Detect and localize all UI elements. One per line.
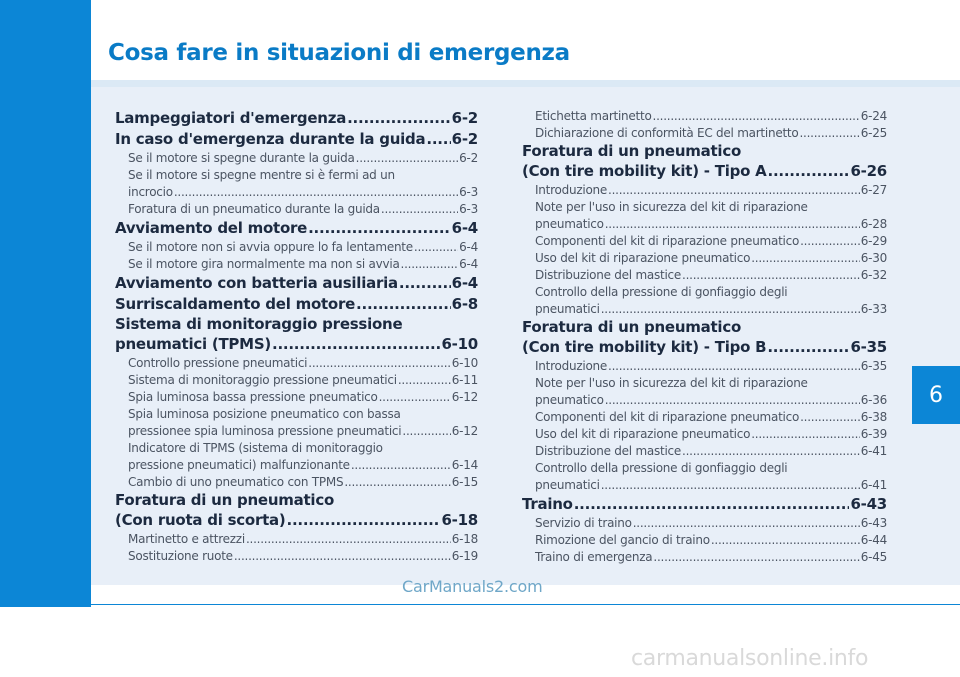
toc-subentry[interactable] (522, 216, 887, 233)
toc-entry-line[interactable]: Foratura di un pneumatico (522, 142, 742, 160)
toc-subentry[interactable] (522, 267, 887, 284)
toc-leader (308, 218, 451, 239)
toc-leader (682, 267, 860, 284)
toc-entry-label: Foratura di un pneumatico durante la guida (128, 202, 380, 216)
toc-page: 6-30 (860, 251, 887, 265)
toc-subentry[interactable] (522, 515, 887, 532)
toc-page: 6-35 (860, 359, 887, 373)
toc-subentry[interactable] (522, 409, 887, 426)
toc-subentry-line[interactable]: Controllo della pressione di gonfiaggio degli (535, 285, 788, 299)
toc-subentry[interactable] (522, 392, 887, 409)
toc-leader (426, 129, 450, 150)
toc-page: 6-36 (860, 393, 887, 407)
toc-page: 6-43 (860, 516, 887, 530)
toc-page: 6-12 (451, 424, 478, 438)
toc-subentry[interactable] (115, 150, 478, 167)
toc-page: 6-41 (860, 444, 887, 458)
toc-subentry[interactable] (115, 256, 478, 273)
toc-entry-label: Surriscaldamento del motore (115, 295, 356, 313)
toc-subentry[interactable] (115, 355, 478, 372)
toc-leader (356, 294, 451, 315)
toc-entry-label: Dichiarazione di conformità EC del martinetto (535, 126, 799, 140)
toc-subentry[interactable] (115, 201, 478, 218)
toc-entry-label: Lampeggiatori d'emergenza (115, 109, 347, 127)
toc-page: 6-2 (459, 151, 478, 165)
toc-page: 6-3 (459, 185, 478, 199)
toc-leader (633, 515, 860, 532)
toc-entry-label: Rimozione del gancio di traino (535, 533, 710, 547)
toc-subentry[interactable] (115, 457, 478, 474)
toc-page: 6-2 (451, 130, 478, 148)
toc-entry[interactable] (522, 161, 887, 182)
toc-leader (401, 256, 459, 273)
toc-entry-label: Se il motore gira normalmente ma non si avvia (128, 257, 400, 271)
toc-subentry[interactable] (522, 532, 887, 549)
toc-leader (287, 510, 441, 531)
toc-subentry-line[interactable]: Se il motore si spegne mentre si è fermi ad un (128, 168, 395, 182)
toc-page: 6-4 (451, 274, 478, 292)
toc-leader (414, 239, 458, 256)
toc-page: 6-18 (451, 532, 478, 546)
toc-entry-label: Uso del kit di riparazione pneumatico (535, 251, 751, 265)
toc-page: 6-10 (451, 356, 478, 370)
toc-entry-label: Sostituzione ruote (128, 549, 233, 563)
toc-subentry[interactable] (522, 250, 887, 267)
watermark-logo: CarManuals2.com (402, 577, 543, 596)
toc-entry[interactable] (115, 108, 478, 129)
toc-subentry[interactable] (522, 426, 887, 443)
toc-subentry[interactable] (522, 108, 887, 125)
toc-subentry[interactable] (522, 549, 887, 566)
toc-page: 6-4 (459, 240, 478, 254)
footer-rule (91, 604, 960, 605)
toc-entry[interactable] (115, 218, 478, 239)
toc-leader (402, 423, 450, 440)
toc-leader (768, 161, 850, 182)
toc-leader (347, 108, 451, 129)
toc-subentry-line[interactable]: Controllo della pressione di gonfiaggio degli (535, 461, 788, 475)
toc-leader (800, 409, 860, 426)
header-rule (91, 80, 960, 87)
toc-leader (174, 184, 458, 201)
toc-page: 6-14 (451, 458, 478, 472)
toc-subentry[interactable] (115, 423, 478, 440)
toc-page: 6-41 (860, 478, 887, 492)
toc-entry-label: pneumatico (535, 217, 604, 231)
toc-entry-label: pressionee spia luminosa pressione pneumatici (128, 424, 402, 438)
toc-page: 6-39 (860, 427, 887, 441)
toc-leader (711, 532, 860, 549)
toc-leader (601, 477, 860, 494)
toc-page: 6-24 (860, 109, 887, 123)
toc-leader (608, 182, 860, 199)
toc-entry[interactable] (115, 510, 478, 531)
toc-leader (682, 443, 860, 460)
toc-entry[interactable] (115, 334, 478, 355)
toc-leader (272, 334, 440, 355)
toc-page: 6-4 (459, 257, 478, 271)
toc-entry-label: Etichetta martinetto (535, 109, 652, 123)
toc-subentry[interactable] (522, 301, 887, 318)
toc-page: 6-25 (860, 126, 887, 140)
toc-entry-label: Cambio di uno pneumatico con TPMS (128, 475, 344, 489)
toc-entry-label: pneumatico (535, 393, 604, 407)
toc-page: 6-3 (459, 202, 478, 216)
toc-entry-label: Uso del kit di riparazione pneumatico (535, 427, 751, 441)
toc-entry-label: Controllo pressione pneumatici (128, 356, 308, 370)
toc-entry-label: Distribuzione del mastice (535, 444, 682, 458)
toc-entry-label: pressione pneumatici) malfunzionante (128, 458, 350, 472)
toc-entry-label: Componenti del kit di riparazione pneumatico (535, 410, 800, 424)
toc-page: 6-19 (451, 549, 478, 563)
toc-leader (653, 108, 860, 125)
toc-entry-label: (Con tire mobility kit) - Tipo B (522, 338, 767, 356)
toc-entry-label: Martinetto e attrezzi (128, 532, 245, 546)
toc-leader (799, 125, 859, 142)
toc-leader (605, 392, 860, 409)
toc-entry-label: Traino (522, 495, 573, 513)
toc-page: 6-10 (441, 335, 478, 353)
toc-page: 6-45 (860, 550, 887, 564)
toc-entry-line[interactable]: Foratura di un pneumatico (115, 491, 335, 509)
toc-leader (751, 250, 860, 267)
toc-subentry[interactable] (115, 372, 478, 389)
toc-leader (344, 474, 450, 491)
toc-subentry[interactable] (115, 548, 478, 565)
toc-entry-label: Distribuzione del mastice (535, 268, 682, 282)
toc-entry-label: Avviamento con batteria ausiliaria (115, 274, 398, 292)
toc-page: 6-38 (860, 410, 887, 424)
toc-page: 6-43 (850, 495, 887, 513)
toc-page: 6-32 (860, 268, 887, 282)
toc-leader (751, 426, 860, 443)
toc-page: 6-29 (860, 234, 887, 248)
toc-subentry[interactable] (522, 477, 887, 494)
toc-entry-label: Se il motore non si avvia oppure lo fa lentamente (128, 240, 413, 254)
toc-leader (608, 358, 860, 375)
toc-leader (605, 216, 860, 233)
toc-entry-label: Avviamento del motore (115, 219, 308, 237)
toc-page: 6-15 (451, 475, 478, 489)
toc-entry-label: Servizio di traino (535, 516, 632, 530)
toc-entry-label: pneumatici (TPMS) (115, 335, 272, 353)
toc-entry-label: (Con ruota di scorta) (115, 511, 286, 529)
toc-leader (767, 337, 849, 358)
toc-page: 6-18 (441, 511, 478, 529)
toc-page: 6-44 (860, 533, 887, 547)
footer-watermark: carmanualsonline.info (631, 646, 869, 671)
toc-entry-label: Traino di emergenza (535, 550, 653, 564)
toc-entry-label: incrocio (128, 185, 173, 199)
toc-subentry[interactable] (522, 358, 887, 375)
toc-leader (398, 372, 451, 389)
toc-page: 6-27 (860, 183, 887, 197)
toc-subentry[interactable] (522, 233, 887, 250)
toc-entry-label: Introduzione (535, 183, 608, 197)
toc-leader (601, 301, 860, 318)
toc-entry-line[interactable]: Sistema di monitoraggio pressione (115, 315, 403, 333)
toc-subentry-line[interactable]: Note per l'uso in sicurezza del kit di riparazione (535, 376, 808, 390)
toc-page: 6-28 (860, 217, 887, 231)
toc-leader (308, 355, 451, 372)
toc-leader (381, 201, 458, 218)
toc-entry-label: Componenti del kit di riparazione pneumatico (535, 234, 800, 248)
toc-subentry-line[interactable]: Indicatore di TPMS (sistema di monitoraggio (128, 441, 383, 455)
toc-page: 6-33 (860, 302, 887, 316)
toc-page: 6-26 (850, 162, 887, 180)
toc-subentry-line[interactable]: Spia luminosa posizione pneumatico con bassa (128, 407, 401, 421)
toc-subentry[interactable] (522, 182, 887, 199)
toc-entry-label: Sistema di monitoraggio pressione pneumatici (128, 373, 397, 387)
toc-leader (800, 233, 860, 250)
toc-subentry[interactable] (115, 184, 478, 201)
toc-column-left (115, 108, 478, 565)
toc-entry-label: Spia luminosa bassa pressione pneumatico (128, 390, 378, 404)
toc-leader (399, 273, 451, 294)
toc-entry-label: pneumatici (535, 478, 600, 492)
toc-entry[interactable] (115, 294, 478, 315)
toc-subentry[interactable] (115, 474, 478, 491)
toc-leader (234, 548, 451, 565)
toc-subentry[interactable] (115, 389, 478, 406)
toc-page: 6-8 (451, 295, 478, 313)
chapter-tab[interactable]: 6 (912, 366, 960, 424)
toc-leader (653, 549, 859, 566)
toc-leader (356, 150, 459, 167)
page-title: Cosa fare in situazioni di emergenza (108, 40, 570, 66)
left-margin-band (0, 0, 90, 607)
toc-entry[interactable] (115, 273, 478, 294)
toc-page: 6-11 (451, 373, 478, 387)
toc-leader (246, 531, 451, 548)
toc-entry[interactable] (522, 494, 887, 515)
toc-entry-label: Introduzione (535, 359, 608, 373)
toc-subentry[interactable] (115, 531, 478, 548)
toc-entry[interactable] (115, 129, 478, 150)
toc-entry-label: (Con tire mobility kit) - Tipo A (522, 162, 767, 180)
toc-page: 6-12 (451, 390, 478, 404)
toc-page: 6-4 (451, 219, 478, 237)
toc-page: 6-2 (451, 109, 478, 127)
toc-subentry[interactable] (522, 443, 887, 460)
toc-subentry[interactable] (522, 125, 887, 142)
toc-entry-line[interactable]: Foratura di un pneumatico (522, 318, 742, 336)
toc-entry-label: pneumatici (535, 302, 600, 316)
toc-subentry-line[interactable]: Note per l'uso in sicurezza del kit di riparazione (535, 200, 808, 214)
toc-entry-label: In caso d'emergenza durante la guida (115, 130, 426, 148)
toc-entry[interactable] (522, 337, 887, 358)
toc-page: 6-35 (850, 338, 887, 356)
toc-leader (351, 457, 451, 474)
toc-subentry[interactable] (115, 239, 478, 256)
toc-column-right (522, 108, 887, 566)
toc-leader (379, 389, 451, 406)
toc-leader (574, 494, 850, 515)
toc-entry-label: Se il motore si spegne durante la guida (128, 151, 355, 165)
